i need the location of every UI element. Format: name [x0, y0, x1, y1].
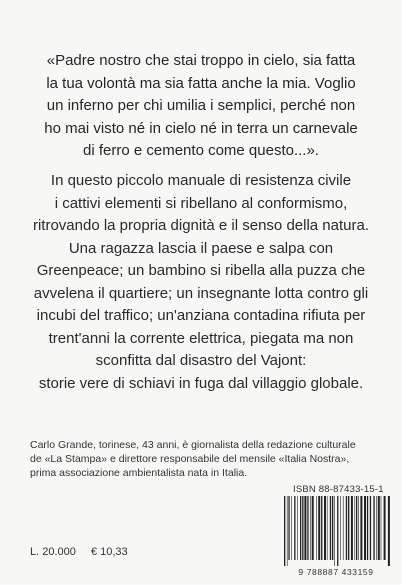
author-line: Carlo Grande, torinese, 43 anni, è giornalista della redazione culturale	[30, 439, 356, 451]
description-line: i cattivi elementi si ribellano al conformismo,	[54, 194, 348, 212]
description-line: incubi del traffico; un'anziana contadina rifiuta per	[36, 307, 366, 324]
author-bio	[30, 438, 390, 480]
description-line: ritrovando la propria dignità e il senso della natura.	[32, 217, 370, 234]
price-euro: € 10,33	[90, 546, 128, 558]
quote-line: ho mai visto né in cielo né in terra un carnevale	[44, 119, 358, 137]
barcode-icon	[282, 496, 390, 566]
description-line: trent'anni la corrente elettrica, piegata ma non	[48, 329, 354, 347]
description-line: Una ragazza lascia il paese e salpa con	[68, 239, 334, 257]
description-block	[12, 170, 390, 395]
price-lire: L. 20.000	[30, 546, 76, 558]
description-line: sconfitta dal disastro del Vajont:	[95, 352, 307, 369]
isbn-label: ISBN 88-87433-15-1	[293, 484, 384, 495]
description-line: Greenpeace; un bambino si ribella alla puzza che	[36, 262, 366, 279]
barcode-number: 9 788887 433159	[298, 567, 374, 577]
description-line: storie vere di schiavi in fuga dal villaggio globale.	[38, 374, 364, 392]
quote-line: la tua volontà ma sia fatta anche la mia. Voglio	[46, 74, 356, 92]
description-line: In questo piccolo manuale di resistenza civile	[50, 172, 352, 189]
quote-line: un inferno per chi umilia i semplici, perché non	[46, 97, 356, 114]
author-line: prima associazione ambientalista nata in Italia.	[30, 467, 248, 479]
description-line: avvelena il quartiere; un insegnante lotta contro gli	[33, 284, 369, 302]
quote-line: «Padre nostro che stai troppo in cielo, sia fatta	[46, 52, 356, 69]
price	[30, 546, 128, 558]
quote-block	[14, 50, 388, 163]
quote-line: di ferro e cemento come questo...».	[83, 142, 319, 159]
author-line: de «La Stampa» e direttore responsabile del mensile «Italia Nostra»,	[30, 453, 350, 465]
